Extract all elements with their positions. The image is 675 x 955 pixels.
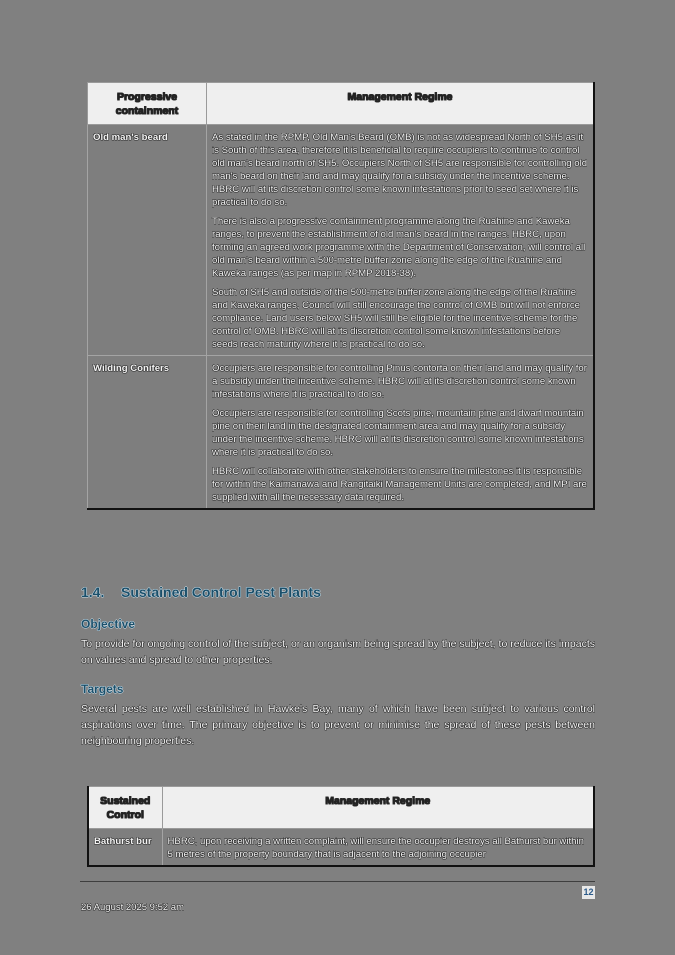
regime-paragraph: Occupiers are responsible for controlling Scots pine, mountain pine and dwarf mountain pine on their land in the designated containment area and may qualify for a subsidy under the incentive scheme. HBRC will at its discretion control some known infestations where it is practical to do so. bbox=[212, 408, 584, 458]
table-row bbox=[88, 356, 595, 510]
regime-paragraph: Occupiers are responsible for controlling Pinus contorta on their land and may qualify for a subsidy under the incentive scheme. HBRC will at its discretion control some known infestations where it is practical to do so. bbox=[212, 363, 587, 400]
objective-heading: Objective bbox=[81, 617, 136, 631]
section-number: 1.4. bbox=[81, 584, 105, 600]
section-title: Sustained Control Pest Plants bbox=[121, 584, 321, 600]
regime-paragraph: HBRC will collaborate with other stakeholders to ensure the milestones it is responsible for within the Kaimanawa and Rangitaiki Management Units are completed, and MPI are supplied with all the necessary data required. bbox=[212, 466, 587, 503]
sustained-control-table bbox=[87, 786, 595, 867]
column-header-management-regime: Management Regime bbox=[162, 787, 594, 829]
footer-date: 26 August 2025 9:52 am bbox=[81, 902, 184, 913]
objective-text: To provide for ongoing control of the subject, or an organism being spread by the subject, to reduce its impacts on values and spread to other properties. bbox=[81, 638, 595, 666]
regime-paragraph: There is also a progressive containment programme along the Ruahine and Kaweka ranges, to prevent the establishment of old man's beard in the ranges. HBRC, upon forming an agreed work programme with the Department of Conservation, will control all old man's beard within a 500-metre buffer zone along the edge of the Ruahine and Kaweka ranges (as per map in RPMP 2018-38). bbox=[212, 216, 586, 279]
regime-paragraph: South of SH5 and outside of the 500-metre buffer zone along the edge of the Ruahine and Kaweka ranges, Council will still encourage the control of OMB but will not enforce compliance. Land users below SH5 will still be eligible for the incentive scheme for the control of OMB. HBRC will at its discretion control some known infestations before seeds reach maturity where it is practical to do so. bbox=[212, 287, 580, 350]
column-header-management-regime: Management Regime bbox=[207, 83, 595, 125]
regime-paragraph: HBRC, upon receiving a written complaint, will ensure the occupier destroys all Bathurst bur within 5 metres of the property boundary that is adjacent to the adjoining occupier bbox=[167, 836, 584, 860]
pest-name-cell: Bathurst bur bbox=[88, 829, 162, 867]
pest-name-cell: Wilding Conifers bbox=[88, 356, 207, 510]
table-header-row bbox=[88, 83, 595, 125]
progressive-containment-table bbox=[87, 82, 595, 510]
table-row bbox=[88, 125, 595, 356]
table-header-row bbox=[88, 787, 594, 829]
pest-name-cell: Old man's beard bbox=[88, 125, 207, 356]
column-header-sustained-control: Sustained Control bbox=[88, 787, 162, 829]
regime-paragraph: As stated in the RPMP, Old Man's Beard (OMB) is not as widespread North of SH5 as it is South of this area, therefore it is beneficial to require occupiers to continue to control old man's beard north of SH5. Occupiers North of SH5 are responsible for controlling old man's beard on their land and may qualify for a subsidy under the incentive scheme. HBRC will at its discretion control some known infestations prior to seed set where it is practical to do so. bbox=[212, 132, 588, 208]
column-header-progressive-containment: Progressive containment bbox=[88, 83, 207, 125]
targets-heading: Targets bbox=[81, 682, 124, 696]
regime-cell bbox=[162, 829, 594, 867]
footer-divider bbox=[80, 881, 595, 882]
regime-cell bbox=[207, 125, 595, 356]
regime-cell bbox=[207, 356, 595, 510]
page-number: 12 bbox=[583, 887, 594, 897]
section-heading bbox=[81, 584, 321, 600]
targets-text: Several pests are well established in Hawke's Bay, many of which have been subject to various control aspirations over time. The primary objective is to prevent or minimise the spread of these pests between neighbouring properties. bbox=[81, 703, 595, 747]
table-row bbox=[88, 829, 594, 867]
